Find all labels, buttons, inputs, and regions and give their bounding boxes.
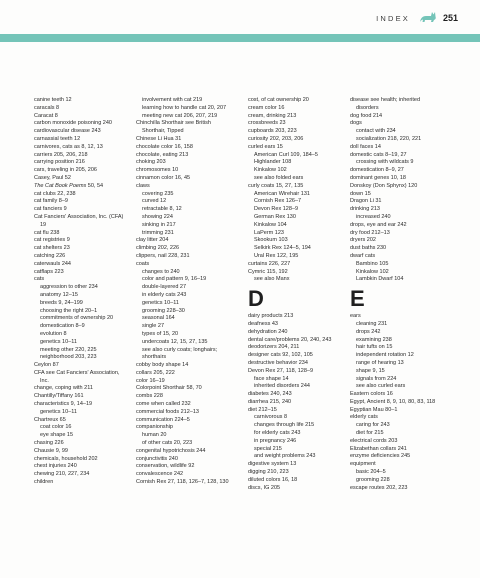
page-number: 251	[442, 13, 458, 23]
index-entry: drops, eye and ear 242	[350, 221, 407, 228]
index-subentry: Kinkalow 102	[356, 268, 389, 275]
index-entry: cat fanciers 9	[34, 206, 67, 213]
index-entry: Chantilly/Tiffany 161	[34, 393, 84, 400]
index-subentry: independent rotation 12	[356, 352, 414, 359]
index-entry: deodorizers 204, 211	[248, 344, 300, 351]
index-subentry: domestication 8–9	[40, 323, 85, 330]
index-entry: dominant genes 10, 18	[350, 174, 406, 181]
index-entry: chromosomes 10	[136, 167, 179, 174]
index-entry: diet 212–15	[248, 406, 277, 413]
index-entry: equipment	[350, 461, 376, 468]
index-subentry: breeds 9, 24–199	[40, 299, 83, 306]
index-subentry: human 20	[142, 432, 167, 439]
index-entry: Casey, Paul 52	[34, 174, 71, 181]
index-subentry: carnivorous 8	[254, 414, 288, 421]
index-entry: curled ears 15	[248, 143, 283, 150]
index-subentry: see also curled ears	[356, 383, 406, 390]
index-entry: dryers 202	[350, 237, 376, 244]
index-subentry: hair tufts on 15	[356, 344, 393, 351]
index-entry: shorthairs	[142, 354, 167, 361]
index-subentry: color and pattern 9, 16–19	[142, 276, 207, 283]
index-entry: come when called 232	[136, 401, 191, 408]
index-entry: discs, IG 205	[248, 484, 281, 491]
index-entry: dairy products 213	[248, 313, 294, 320]
index-subentry: diet for 215	[356, 430, 384, 437]
index-entry: escape routes 202, 223	[350, 484, 408, 491]
index-entry: cats	[34, 276, 45, 283]
section-letter: E	[350, 286, 365, 312]
index-entry: clay litter 204	[136, 237, 169, 244]
index-column-2	[136, 97, 229, 487]
page-header	[0, 0, 480, 48]
index-entry: characteristics 9, 14–19	[34, 401, 93, 408]
index-entry: deafness 43	[248, 320, 278, 327]
index-entry: ears	[350, 313, 361, 320]
index-subentry: Kinkalow 102	[254, 167, 287, 174]
index-entry: enzyme deficiencies 245	[350, 453, 411, 460]
index-subentry: range of hearing 13	[356, 359, 404, 366]
index-entry: claws	[136, 182, 150, 189]
index-entry: dust baths 230	[350, 245, 387, 252]
index-entry: destructive behavior 234	[248, 359, 308, 366]
cat-icon	[418, 10, 438, 24]
index-subentry: crossing with wildcats 9	[356, 159, 414, 166]
index-entry: curtains 226, 227	[248, 260, 291, 267]
index-entry: commercial foods 212–13	[136, 408, 199, 415]
index-entry: chocolate color 16, 158	[136, 143, 193, 150]
index-subentry: and weight problems 243	[254, 453, 316, 460]
index-entry: collars 205, 222	[136, 369, 175, 376]
index-entry: Egypt, Ancient 8, 9, 10, 80, 83, 118	[350, 398, 436, 405]
index-subentry: examining 238	[356, 336, 392, 343]
index-subentry: special 215	[254, 445, 282, 452]
index-subentry: genetics 10–11	[40, 408, 77, 415]
index-subentry: grooming 228–30	[142, 307, 185, 314]
index-entry: Ceylon 87	[34, 362, 59, 369]
index-entry: elderly cats	[350, 414, 378, 421]
index-entry: Eastern colors 16	[350, 391, 393, 398]
index-entry: electrical cords 203	[350, 437, 398, 444]
index-entry: Inc.	[40, 377, 49, 384]
index-entry: Cornish Rex 27, 118, 126–7, 128, 130	[136, 479, 229, 486]
index-subentry: increased 240	[356, 213, 391, 220]
index-subentry: of other cats 20, 223	[142, 440, 193, 447]
index-entry: children	[34, 479, 54, 486]
index-subentry: involvement with cat 219	[142, 97, 203, 103]
index-entry: digestive system 13	[248, 461, 297, 468]
index-entry: diarrhea 215, 240	[248, 398, 292, 405]
index-subentry: Selkirk Rex 124–5, 194	[254, 245, 311, 252]
index-column-1	[34, 97, 122, 487]
index-subentry: aggression to other 234	[40, 284, 98, 291]
index-subentry: inherited disorders 244	[254, 383, 310, 390]
index-subentry: American Wirehair 131	[254, 190, 310, 197]
index-entry: congenital hypotrichosis 244	[136, 447, 206, 454]
index-entry: cars, traveling in 205, 206	[34, 167, 97, 174]
index-entry: canine teeth 12	[34, 97, 72, 103]
index-entry: dogs	[350, 120, 362, 127]
index-entry: chewing 210, 227, 234	[34, 471, 90, 478]
index-entry: Chinese Li Hua 31	[136, 135, 182, 142]
index-subentry: trimming 231	[142, 229, 174, 236]
index-entry: cream, drinking 213	[248, 112, 297, 119]
index-subentry: signals from 224	[356, 375, 397, 382]
index-subentry: meeting new cat 206, 207, 219	[142, 112, 218, 119]
running-title: INDEX	[376, 14, 410, 23]
index-subentry: single 27	[142, 323, 165, 330]
index-entry: curiosity 202, 203, 206	[248, 135, 304, 142]
index-subentry: anatomy 12–15	[40, 291, 78, 298]
index-entry: drinking 213	[350, 206, 380, 213]
index-subentry: socialization 218, 220, 221	[356, 135, 422, 142]
index-subentry: neighborhood 203, 223	[40, 354, 97, 361]
index-entry: cat family 8–9	[34, 198, 68, 205]
index-subentry: retractable 8, 12	[142, 206, 182, 213]
index-entry: color 16–19	[136, 377, 165, 384]
index-entry: cat flu 238	[34, 229, 60, 236]
index-subentry: caring for 243	[356, 422, 390, 429]
index-entry: diabetes 240, 243	[248, 391, 292, 398]
index-entry: cat clubs 22, 238	[34, 190, 76, 197]
index-entry: Chartreux 65	[34, 416, 66, 423]
index-entry: disorders	[356, 104, 379, 111]
index-entry: combs 228	[136, 393, 163, 400]
index-subentry: grooming 228	[356, 476, 390, 483]
index-entry: Cymric 115, 192	[248, 268, 288, 275]
index-subentry: in elderly cats 243	[142, 291, 187, 298]
index-entry: catching 226	[34, 252, 66, 259]
index-subentry: genetics 10–11	[142, 299, 179, 306]
index-entry: catflaps 223	[34, 268, 64, 275]
index-entry: chasing 226	[34, 440, 64, 447]
index-entry: caterwauls 244	[34, 260, 71, 267]
index-subentry: for elderly cats 243	[254, 430, 301, 437]
index-entry: carnassial teeth 12	[34, 135, 81, 142]
index-subentry: Devon Rex 128–9	[254, 206, 299, 213]
index-entry: conservation, wildlife 92	[136, 463, 195, 470]
index-subentry: see also curly coats; longhairs;	[142, 346, 218, 353]
index-entry: chest injuries 240	[34, 463, 77, 470]
index-entry: carnivores, cats as 8, 12, 13	[34, 143, 103, 150]
index-subentry: cleaning 231	[356, 320, 388, 327]
index-subentry: face shape 14	[254, 375, 289, 382]
index-subentry: choosing the right 20–1	[40, 307, 98, 314]
index-entry: climbing 202, 226	[136, 245, 180, 252]
index-entry: dwarf cats	[350, 252, 376, 259]
index-entry: communication 224–5	[136, 416, 190, 423]
index-entry: Cat Fanciers' Association, Inc. (CFA)	[34, 213, 124, 220]
index-entry: Dragon Li 31	[350, 198, 382, 205]
index-subentry: drops 242	[356, 328, 381, 335]
index-entry-title: The Cat Book Poems	[34, 182, 87, 189]
index-subentry: eye shape 15	[40, 432, 74, 439]
index-entry: cost, of cat ownership 20	[248, 97, 309, 103]
index-entry: domestication 8–9, 27	[350, 167, 404, 174]
index-subentry: undercoats 12, 15, 27, 135	[142, 338, 208, 345]
index-entry: disease see health; inherited	[350, 97, 421, 103]
index-subentry: Lambkin Dwarf 104	[356, 276, 404, 283]
index-entry: chemicals, household 202	[34, 455, 98, 462]
index-subentry: see also Manx	[254, 276, 290, 283]
index-subentry: double-layered 27	[142, 284, 187, 291]
index-columns	[0, 97, 480, 567]
index-entry: choking 203	[136, 159, 166, 166]
index-entry	[34, 183, 122, 191]
index-entry: Chinchilla Shorthair see British	[136, 120, 211, 127]
index-subentry: sinking in 217	[142, 221, 176, 228]
index-entry: Elizabethan collars 241	[350, 445, 407, 452]
index-subentry: in pregnancy 246	[254, 437, 297, 444]
index-subentry: evolution 8	[40, 330, 67, 337]
index-subentry: Cornish Rex 126–7	[254, 198, 302, 205]
index-subentry: Kinkalow 104	[254, 221, 287, 228]
index-entry: coats	[136, 260, 150, 267]
index-subentry: shape 9, 15	[356, 367, 385, 374]
index-entry: dehydration 240	[248, 328, 288, 335]
index-entry: clippers, nail 228, 231	[136, 252, 190, 259]
index-subentry: changes through life 215	[254, 422, 315, 429]
index-subentry: basic 204–5	[356, 469, 386, 476]
index-subentry: Skookum 103	[254, 237, 288, 244]
index-subentry: coat color 16	[40, 424, 72, 431]
index-column-4	[350, 97, 438, 492]
index-entry: dog food 214	[350, 112, 383, 119]
index-entry: Chausie 9, 99	[34, 447, 68, 454]
index-column-3	[248, 97, 336, 492]
index-entry: carriers 205, 206, 218	[34, 151, 88, 158]
index-entry: CFA see Cat Fanciers' Association,	[34, 369, 120, 376]
index-entry: cat shelters 23	[34, 245, 70, 252]
index-entry: cobby body shape 14	[136, 362, 189, 369]
index-subentry: German Rex 130	[254, 213, 296, 220]
index-subentry: genetics 10–11	[40, 338, 77, 345]
index-entry: conjunctivitis 240	[136, 455, 178, 462]
index-subentry: learning how to handle cat 20, 207	[142, 104, 227, 111]
index-subentry: contact with 234	[356, 128, 396, 135]
index-subentry: covering 235	[142, 190, 174, 197]
index-subentry: showing 224	[142, 213, 173, 220]
index-entry: dental care/problems 20, 240, 243	[248, 336, 332, 343]
index-subentry: LaPerm 123	[254, 229, 284, 236]
index-entry: Egyptian Mau 80–1	[350, 406, 398, 413]
index-entry: Caracat 8	[34, 112, 58, 119]
index-subentry: American Curl 109, 184–5	[254, 151, 318, 158]
index-entry: curly coats 15, 27, 135	[248, 182, 304, 189]
index-entry: 19	[40, 221, 47, 228]
index-entry: carbon monoxide poisoning 240	[34, 120, 112, 127]
index-entry: down 15	[350, 190, 371, 197]
index-subentry: see also folded ears	[254, 174, 304, 181]
index-entry: caracals 8	[34, 104, 60, 111]
index-entry: designer cats 92, 102, 105	[248, 352, 313, 359]
index-entry: diluted colors 16, 18	[248, 476, 298, 483]
index-entry: dry food 212–13	[350, 229, 390, 236]
index-subentry: Highlander 108	[254, 159, 292, 166]
index-entry: chocolate, eating 213	[136, 151, 189, 158]
index-entry: digging 210, 223	[248, 469, 289, 476]
index-subentry: Bambino 105	[356, 260, 389, 267]
index-entry: domestic cats 8–19, 27	[350, 151, 407, 158]
index-entry: cinnamon color 16, 45	[136, 174, 191, 181]
index-entry: Devon Rex 27, 118, 128–9	[248, 367, 314, 374]
index-subentry: types of 15, 20	[142, 330, 179, 337]
index-subentry: seasonal 164	[142, 315, 175, 322]
index-entry: change, coping with 211	[34, 385, 93, 392]
index-entry: Donskoy (Don Sphynx) 120	[350, 182, 418, 189]
header-accent-bar	[0, 34, 480, 42]
index-subentry: meeting other 220, 225	[40, 346, 97, 353]
index-entry: companionship	[136, 424, 173, 431]
index-entry: cream color 16	[248, 104, 285, 111]
index-entry: cat registries 9	[34, 237, 70, 244]
index-entry: doll faces 14	[350, 143, 381, 150]
index-subentry: curved 12	[142, 198, 167, 205]
index-entry: carrying position 216	[34, 159, 85, 166]
index-subentry: changes to 240	[142, 268, 180, 275]
index-entry: crossbreeds 23	[248, 120, 286, 127]
index-entry: cardiovascular disease 243	[34, 128, 101, 135]
index-subentry: Ural Rex 122, 195	[254, 252, 299, 259]
index-entry: convalescence 242	[136, 471, 184, 478]
index-entry: Colorpoint Shorthair 58, 70	[136, 385, 202, 392]
index-subentry: commitments of ownership 20	[40, 315, 114, 322]
section-letter: D	[248, 286, 264, 312]
index-entry-pages: 50, 54	[86, 182, 104, 189]
index-entry: cupboards 203, 223	[248, 128, 297, 135]
index-entry: Shorthair, Tipped	[142, 128, 184, 135]
